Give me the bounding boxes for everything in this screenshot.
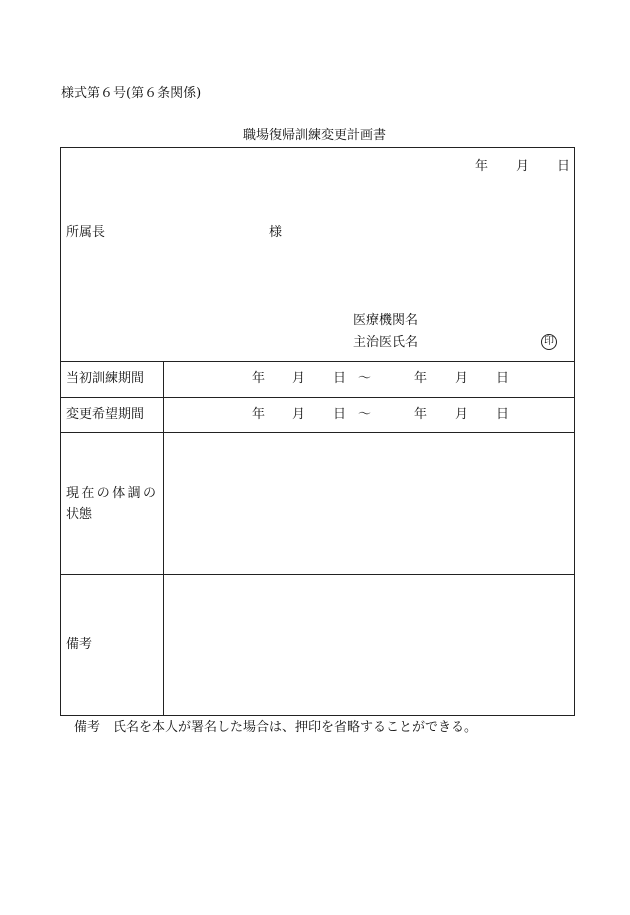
initial-end-day: 日 bbox=[496, 371, 510, 386]
divider-after-header bbox=[60, 361, 575, 362]
initial-start-year: 年 bbox=[252, 371, 266, 386]
initial-end-month: 月 bbox=[455, 371, 469, 386]
form-title: 職場復帰訓練変更計画書 bbox=[243, 128, 387, 143]
footnote: 備考 氏名を本人が署名した場合は、押印を省略することができる。 bbox=[74, 720, 478, 735]
addressee-honorific: 様 bbox=[269, 225, 283, 240]
seal-mark: 印 bbox=[541, 334, 557, 350]
change-start-year: 年 bbox=[252, 407, 266, 422]
change-end-day: 日 bbox=[496, 407, 510, 422]
initial-period-label: 当初訓練期間 bbox=[66, 371, 145, 386]
initial-start-day: 日 bbox=[333, 371, 347, 386]
condition-input-area[interactable] bbox=[164, 433, 574, 574]
remarks-label: 備考 bbox=[66, 637, 93, 652]
initial-start-month: 月 bbox=[292, 371, 306, 386]
form-number: 様式第６号(第６条関係) bbox=[61, 86, 202, 101]
change-end-month: 月 bbox=[455, 407, 469, 422]
date-day: 日 bbox=[557, 159, 571, 174]
initial-end-year: 年 bbox=[414, 371, 428, 386]
change-period-label: 変更希望期間 bbox=[66, 407, 145, 422]
remarks-input-area[interactable] bbox=[164, 575, 574, 715]
change-tilde: 〜 bbox=[358, 407, 372, 422]
date-month: 月 bbox=[516, 159, 530, 174]
change-start-day: 日 bbox=[333, 407, 347, 422]
addressee-label: 所属長 bbox=[66, 225, 106, 240]
date-year: 年 bbox=[475, 159, 489, 174]
change-start-month: 月 bbox=[292, 407, 306, 422]
condition-label-line2: 状態 bbox=[66, 507, 93, 522]
initial-tilde: 〜 bbox=[358, 371, 372, 386]
condition-label-line1: 現在の体調の bbox=[66, 486, 159, 501]
physician-label: 主治医氏名 bbox=[353, 335, 419, 350]
divider-after-initial-period bbox=[60, 397, 575, 398]
hospital-label: 医療機関名 bbox=[353, 313, 419, 328]
change-end-year: 年 bbox=[414, 407, 428, 422]
